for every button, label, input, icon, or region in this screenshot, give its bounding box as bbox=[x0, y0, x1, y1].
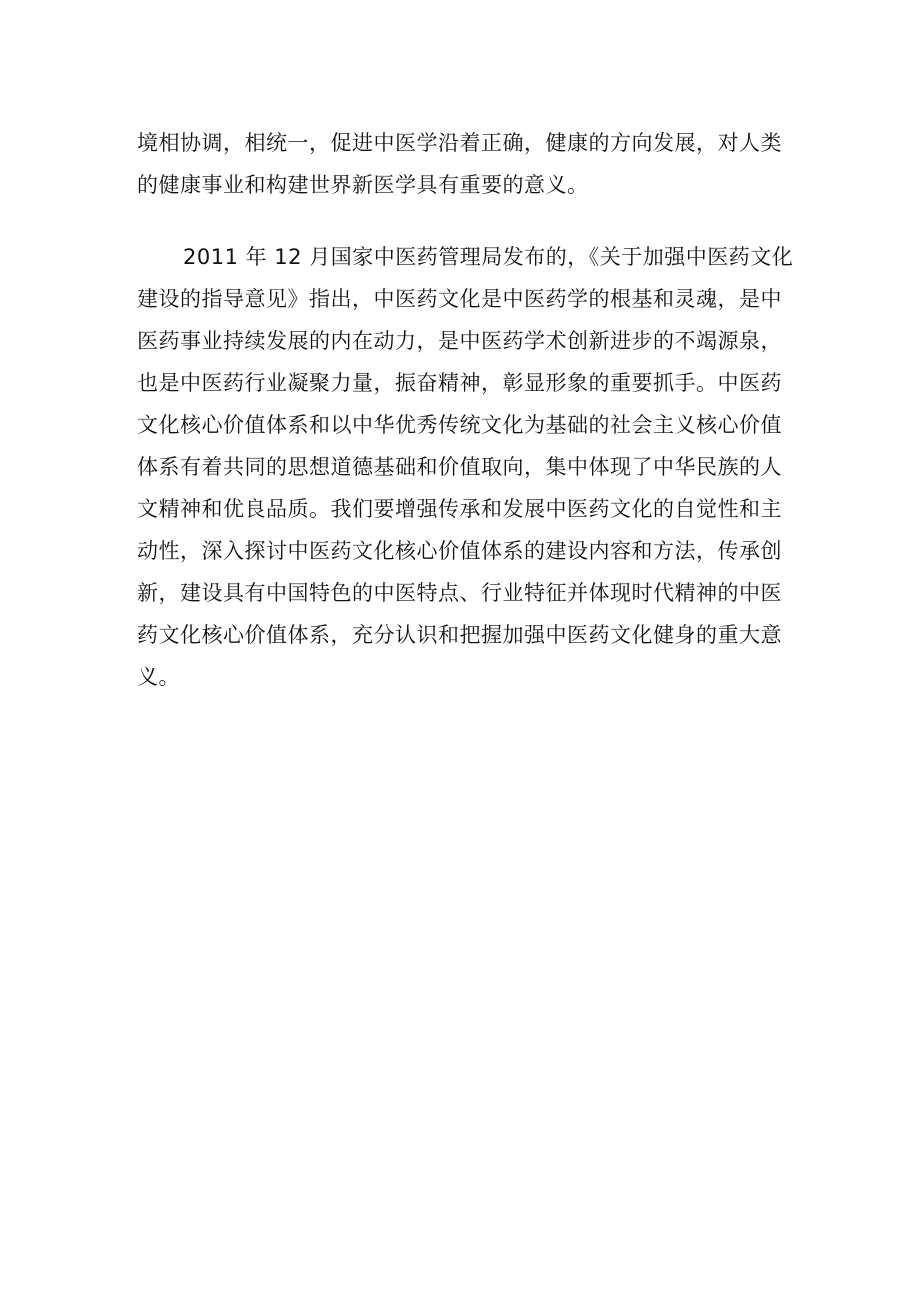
paragraph-line: 新，建设具有中国特色的中医特点、行业特征并体现时代精神的中医 bbox=[137, 581, 782, 605]
paragraph-line: 也是中医药行业凝聚力量，振奋精神，彰显形象的重要抓手。中医药 bbox=[137, 371, 782, 395]
paragraph-line: 药文化核心价值体系，充分认识和把握加强中医药文化健身的重大意 bbox=[137, 623, 782, 647]
paragraph-line: 建设的指导意见》指出，中医药文化是中医药学的根基和灵魂，是中 bbox=[137, 287, 782, 311]
paragraph-spacer bbox=[137, 206, 797, 236]
paragraph-line: 动性，深入探讨中医药文化核心价值体系的建设内容和方法，传承创 bbox=[137, 539, 782, 563]
paragraph-line: 文化核心价值体系和以中华优秀传统文化为基础的社会主义核心价值 bbox=[137, 413, 782, 437]
paragraph-line: 医药事业持续发展的内在动力，是中医药学术创新进步的不竭源泉， bbox=[137, 329, 782, 353]
paragraph-1 bbox=[137, 122, 797, 206]
paragraph-line: 体系有着共同的思想道德基础和价值取向，集中体现了中华民族的人 bbox=[137, 455, 782, 479]
paragraph-2 bbox=[137, 236, 797, 698]
paragraph-line: 文精神和优良品质。我们要增强传承和发展中医药文化的自觉性和主 bbox=[137, 497, 782, 521]
paragraph-line: 2011 年 12 月国家中医药管理局发布的，《关于加强中医药文化 bbox=[183, 245, 794, 269]
document-body bbox=[137, 122, 797, 698]
paragraph-line: 义。 bbox=[137, 665, 180, 689]
paragraph-line: 的健康事业和构建世界新医学具有重要的意义。 bbox=[137, 173, 589, 197]
paragraph-line: 境相协调，相统一，促进中医学沿着正确，健康的方向发展，对人类 bbox=[137, 131, 782, 155]
